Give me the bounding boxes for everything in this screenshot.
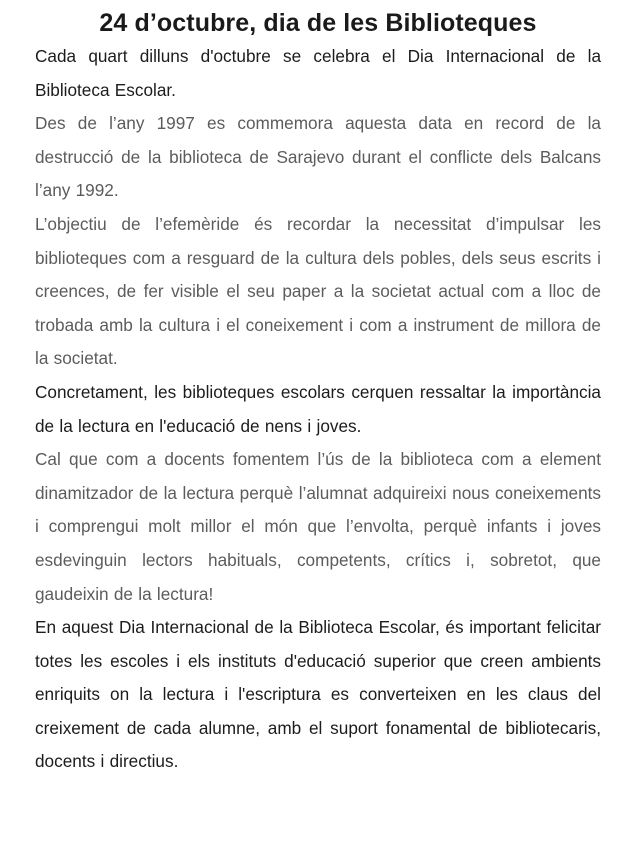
paragraph-school-libraries: Concretament, les biblioteques escolars cerquen ressaltar la importància de la lectura en l'educació de nens i joves. [35, 381, 601, 436]
page-title: 24 d’octubre, dia de les Biblioteques [99, 9, 537, 37]
paragraph-objective: L’objectiu de l’efemèride és recordar la necessitat d’impulsar les biblioteques com a resguard de la cultura dels pobles, dels seus escrits i creences, de fer visible el seu paper a la societat actual com a lloc de trobada amb la cultura i el coneixement i com a instrument de millora de la societat. [35, 213, 601, 369]
article [35, 0, 601, 779]
paragraph-congratulations: En aquest Dia Internacional de la Biblioteca Escolar, és important felicitar totes les escoles i els instituts d'educació superior que creen ambients enriquits on la lectura i l'escriptura es converteixen en les claus del creixement de cada alumne, amb el suport fonamental de bibliotecaris, docents i directius. [35, 617, 601, 772]
paragraph-teachers: Cal que com a docents fomentem l’ús de la biblioteca com a element dinamitzador de la lectura perquè l’alumnat adquireixi nous coneixements i comprengui molt millor el món que l’envolta, perquè infants i joves esdevinguin lectors habituals, competents, crítics i, sobretot, que gaudeixin de la lectura! [35, 449, 601, 604]
paragraph-intro: Cada quart dilluns d'octubre se celebra el Dia Internacional de la Biblioteca Escolar. [35, 46, 601, 100]
paragraph-history: Des de l’any 1997 es commemora aquesta data en record de la destrucció de la biblioteca de Sarajevo durant el conflicte dels Balcans l’any 1992. [35, 113, 601, 201]
